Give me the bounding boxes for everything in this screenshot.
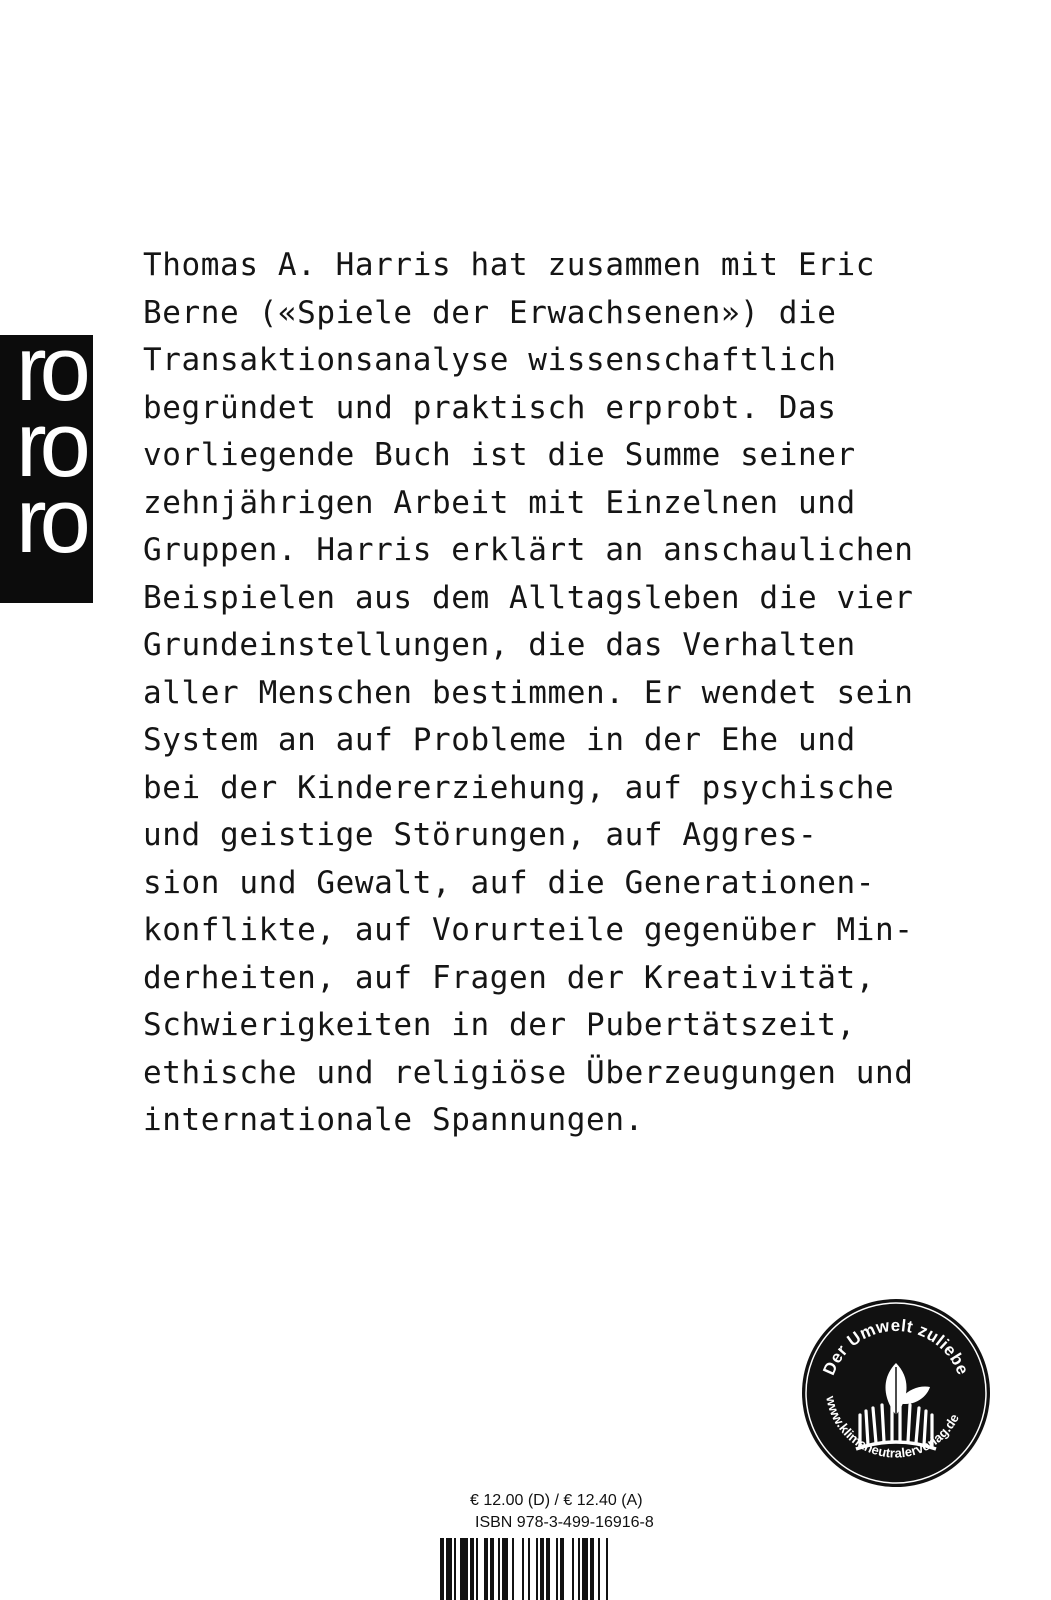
barcode-bar <box>546 1538 550 1600</box>
blurb-line: bei der Kindererziehung, auf psychische <box>143 769 895 806</box>
barcode-bar <box>440 1538 444 1600</box>
barcode-bar <box>590 1538 594 1600</box>
blurb-line: Beispielen aus dem Alltagsleben die vier <box>143 579 914 616</box>
blurb-line: Berne («Spiele der Erwachsenen») die <box>143 294 837 331</box>
barcode-bar <box>446 1538 452 1600</box>
blurb-line: Schwierigkeiten in der Pubertätszeit, <box>143 1007 856 1043</box>
barcode-bar <box>606 1538 608 1600</box>
barcode-bar <box>490 1538 494 1600</box>
barcode-bar <box>540 1538 544 1600</box>
price-label: € 12.00 (D) / € 12.40 (A) <box>470 1492 643 1509</box>
logo-line: ro <box>16 470 84 572</box>
blurb-line: zehnjährigen Arbeit mit Einzelnen und <box>143 484 856 521</box>
barcode-bar <box>598 1538 600 1600</box>
blurb-line: Gruppen. Harris erklärt an anschaulichen <box>143 532 914 568</box>
blurb-line: Thomas A. Harris hat zusammen mit Eric <box>143 247 876 283</box>
seal-top-text: Der Umwelt zuliebe <box>819 1315 973 1378</box>
barcode-bar <box>460 1538 468 1600</box>
logo-line: ro <box>16 335 84 420</box>
barcode-bar <box>502 1538 508 1600</box>
barcode-bar <box>498 1538 500 1600</box>
blurb-line: Transaktionsanalyse wissenschaftlich <box>143 342 837 378</box>
blurb-line: aller Menschen bestimmen. Er wendet sein <box>143 674 914 711</box>
eco-seal <box>800 1297 992 1489</box>
blurb-line: konflikte, auf Vorurteile gegenüber Min- <box>143 912 914 948</box>
barcode-bar <box>572 1538 574 1600</box>
barcode-bar <box>582 1538 588 1600</box>
blurb-line: begründet und praktisch erprobt. Das <box>143 389 837 426</box>
blurb-line: Grundeinstellungen, die das Verhalten <box>143 627 856 663</box>
barcode-bar <box>470 1538 474 1600</box>
seal-url-text: www.klimaneutralerverlag.de <box>823 1394 962 1461</box>
rororo-logo <box>0 335 93 603</box>
blurb-line: ethische und religiöse Überzeugungen und <box>143 1054 914 1091</box>
barcode-bar <box>476 1538 478 1600</box>
barcode-bar <box>522 1538 524 1600</box>
logo-line: ro <box>16 394 84 496</box>
isbn-label: ISBN 978-3-499-16916-8 <box>475 1514 654 1531</box>
barcode-bar <box>536 1538 538 1600</box>
barcode-bar <box>528 1538 530 1600</box>
blurb-line: internationale Spannungen. <box>143 1102 644 1138</box>
barcode-bar <box>578 1538 580 1600</box>
blurb-line: vorliegende Buch ist die Summe seiner <box>143 437 856 473</box>
barcode-bar <box>484 1538 488 1600</box>
barcode-bar <box>560 1538 564 1600</box>
blurb-text <box>143 242 1003 1145</box>
blurb-line: derheiten, auf Fragen der Kreativität, <box>143 959 876 996</box>
barcode <box>436 1538 684 1600</box>
barcode-bar <box>556 1538 558 1600</box>
blurb-line: sion und Gewalt, auf die Generationen- <box>143 864 876 901</box>
barcode-bar <box>454 1538 456 1600</box>
blurb-line: und geistige Störungen, auf Aggres- <box>143 817 818 853</box>
barcode-bar <box>512 1538 514 1600</box>
blurb-line: System an auf Probleme in der Ehe und <box>143 722 856 758</box>
